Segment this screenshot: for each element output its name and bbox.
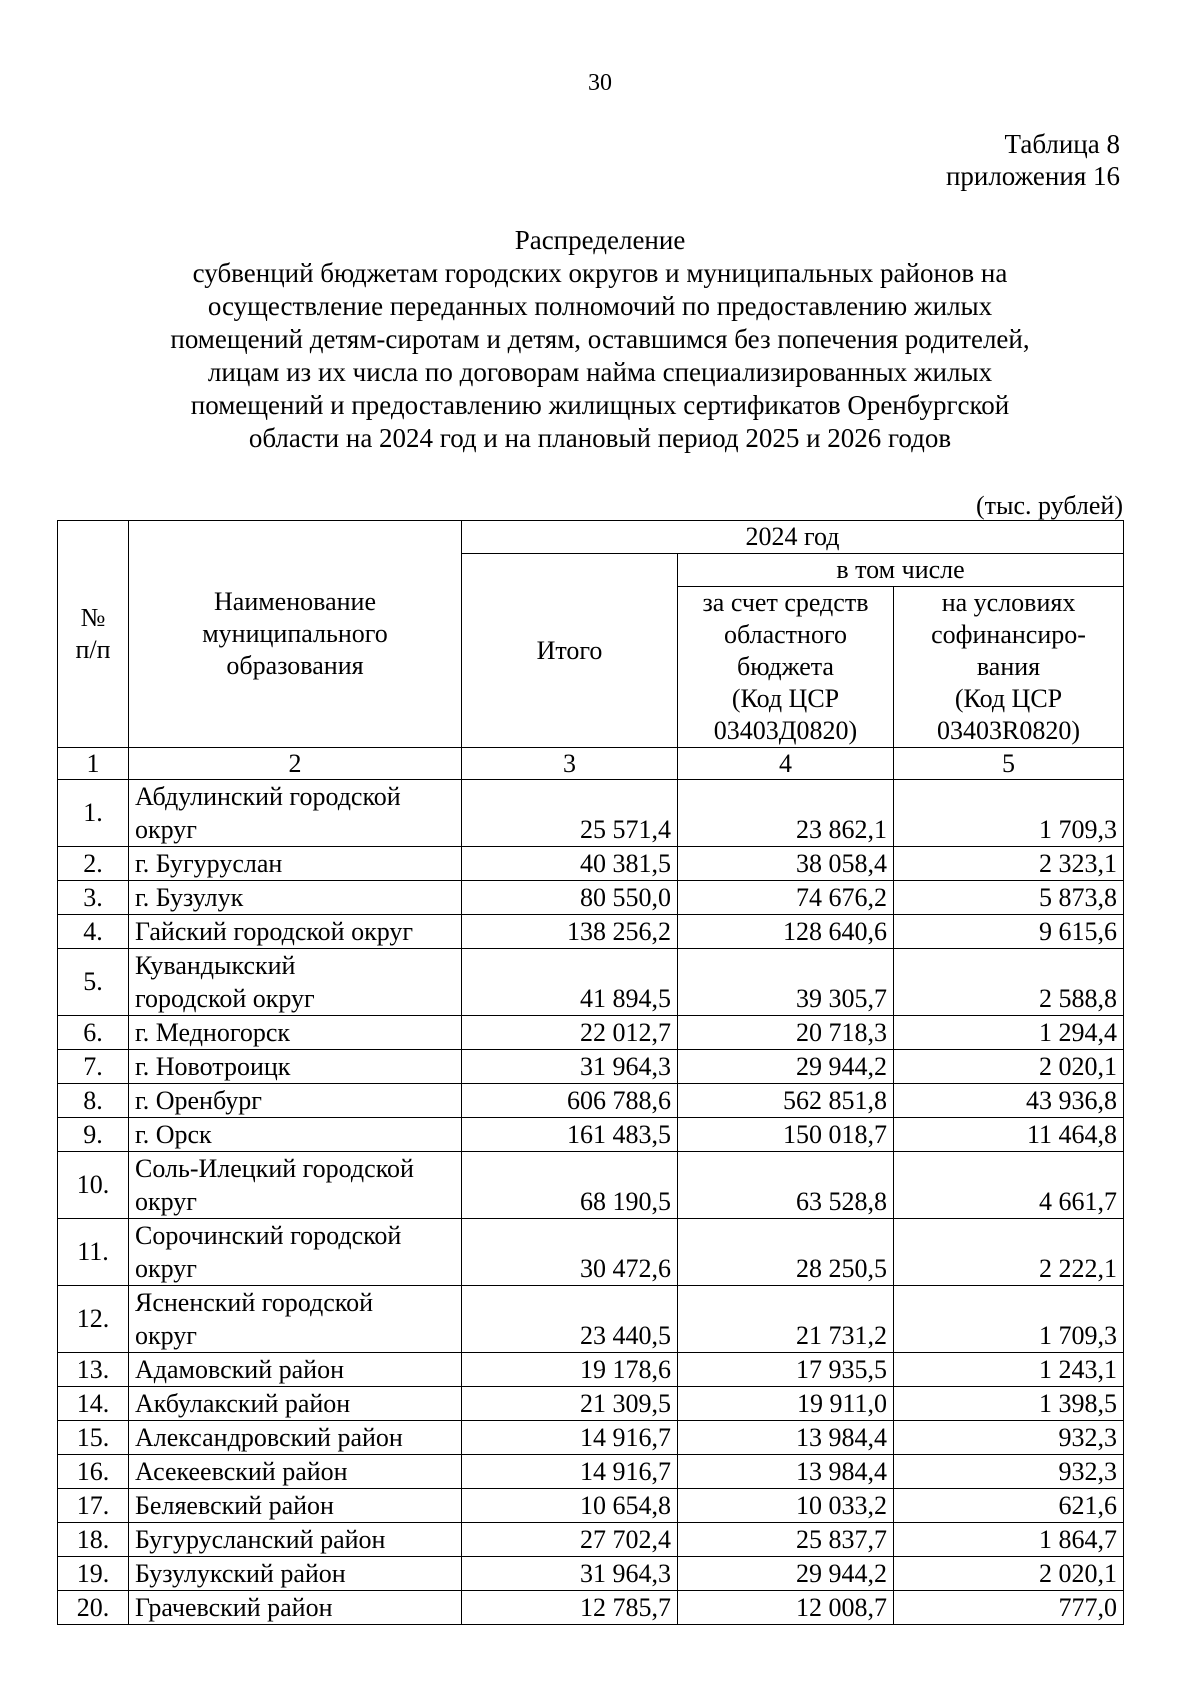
units-label: (тыс. рублей): [975, 491, 1123, 520]
cofinancing-value: 5 873,8: [894, 881, 1124, 915]
municipality-name: Александровский район: [129, 1421, 462, 1455]
total-value: 31 964,3: [462, 1050, 678, 1084]
municipality-name: Ясненский городской округ: [129, 1286, 462, 1353]
column-number: 5: [894, 748, 1124, 780]
municipality-name: г. Новотроицк: [129, 1050, 462, 1084]
total-value: 12 785,7: [462, 1591, 678, 1625]
regional-value: 150 018,7: [678, 1118, 894, 1152]
total-value: 27 702,4: [462, 1523, 678, 1557]
regional-value: 10 033,2: [678, 1489, 894, 1523]
municipality-name: Акбулакский район: [129, 1387, 462, 1421]
municipality-name: Адамовский район: [129, 1353, 462, 1387]
table-row: [58, 847, 1124, 881]
header-including: в том числе: [678, 554, 1124, 587]
title-heading: Распределение: [514, 225, 686, 255]
table-row: [58, 1557, 1124, 1591]
row-number: 3.: [58, 881, 129, 915]
municipality-name: Бузулукский район: [129, 1557, 462, 1591]
cofinancing-value: 621,6: [894, 1489, 1124, 1523]
regional-value: 23 862,1: [678, 780, 894, 847]
total-value: 138 256,2: [462, 915, 678, 949]
cofinancing-value: 4 661,7: [894, 1152, 1124, 1219]
table-row: [58, 1152, 1124, 1219]
total-value: 80 550,0: [462, 881, 678, 915]
cofinancing-value: 9 615,6: [894, 915, 1124, 949]
row-number: 6.: [58, 1016, 129, 1050]
cofinancing-value: 1 709,3: [894, 1286, 1124, 1353]
cofinancing-value: 43 936,8: [894, 1084, 1124, 1118]
municipality-name: Гайский городской округ: [129, 915, 462, 949]
regional-value: 128 640,6: [678, 915, 894, 949]
municipality-name: Абдулинский городской округ: [129, 780, 462, 847]
regional-value: 29 944,2: [678, 1557, 894, 1591]
title-line: области на 2024 год и на плановый период 2025 и 2026 годов: [248, 423, 952, 453]
row-number: 1.: [58, 780, 129, 847]
table-row: [58, 1016, 1124, 1050]
cofinancing-value: 2 020,1: [894, 1557, 1124, 1591]
cofinancing-value: 932,3: [894, 1421, 1124, 1455]
cofinancing-value: 1 864,7: [894, 1523, 1124, 1557]
column-number: 1: [58, 748, 129, 780]
table-row: [58, 1523, 1124, 1557]
cofinancing-value: 2 222,1: [894, 1219, 1124, 1286]
total-value: 14 916,7: [462, 1455, 678, 1489]
document-title: [150, 224, 1050, 455]
total-value: 40 381,5: [462, 847, 678, 881]
regional-value: 21 731,2: [678, 1286, 894, 1353]
subsidy-table: [57, 520, 1124, 1625]
regional-value: 63 528,8: [678, 1152, 894, 1219]
column-number: 3: [462, 748, 678, 780]
table-row: [58, 915, 1124, 949]
row-number: 8.: [58, 1084, 129, 1118]
regional-value: 29 944,2: [678, 1050, 894, 1084]
table-row: [58, 1353, 1124, 1387]
municipality-name: Асекеевский район: [129, 1455, 462, 1489]
cofinancing-value: 2 323,1: [894, 847, 1124, 881]
municipality-name: г. Бузулук: [129, 881, 462, 915]
total-value: 23 440,5: [462, 1286, 678, 1353]
regional-value: 17 935,5: [678, 1353, 894, 1387]
title-line: помещений и предоставлению жилищных сертификатов Оренбургской: [190, 390, 1010, 420]
row-number: 10.: [58, 1152, 129, 1219]
municipality-name: Соль-Илецкий городской округ: [129, 1152, 462, 1219]
total-value: 19 178,6: [462, 1353, 678, 1387]
header-regional-budget: за счет средств областного бюджета (Код ЦСР 03403Д0820): [678, 587, 894, 748]
header-municipality: Наименование муниципального образования: [129, 521, 462, 748]
total-value: 606 788,6: [462, 1084, 678, 1118]
table-row: [58, 1489, 1124, 1523]
title-line: помещений детям-сиротам и детям, оставшимся без попечения родителей,: [170, 324, 1030, 354]
table-row: [58, 1591, 1124, 1625]
total-value: 31 964,3: [462, 1557, 678, 1591]
table-row: [58, 949, 1124, 1016]
total-value: 21 309,5: [462, 1387, 678, 1421]
title-line: осуществление переданных полномочий по предоставлению жилых: [207, 291, 993, 321]
row-number: 2.: [58, 847, 129, 881]
column-number-row: [58, 748, 1124, 780]
regional-value: 12 008,7: [678, 1591, 894, 1625]
row-number: 4.: [58, 915, 129, 949]
table-row: [58, 1286, 1124, 1353]
total-value: 22 012,7: [462, 1016, 678, 1050]
table-row: [58, 1455, 1124, 1489]
title-line: субвенций бюджетам городских округов и муниципальных районов на: [192, 258, 1008, 288]
row-number: 19.: [58, 1557, 129, 1591]
row-number: 14.: [58, 1387, 129, 1421]
municipality-name: г. Орск: [129, 1118, 462, 1152]
caption-appendix: приложения 16: [945, 161, 1120, 191]
municipality-name: г. Бугуруслан: [129, 847, 462, 881]
row-number: 9.: [58, 1118, 129, 1152]
total-value: 25 571,4: [462, 780, 678, 847]
regional-value: 20 718,3: [678, 1016, 894, 1050]
regional-value: 74 676,2: [678, 881, 894, 915]
municipality-name: Кувандыкский городской округ: [129, 949, 462, 1016]
total-value: 14 916,7: [462, 1421, 678, 1455]
cofinancing-value: 777,0: [894, 1591, 1124, 1625]
cofinancing-value: 11 464,8: [894, 1118, 1124, 1152]
row-number: 5.: [58, 949, 129, 1016]
row-number: 13.: [58, 1353, 129, 1387]
municipality-name: Грачевский район: [129, 1591, 462, 1625]
regional-value: 13 984,4: [678, 1421, 894, 1455]
municipality-name: г. Оренбург: [129, 1084, 462, 1118]
column-number: 2: [129, 748, 462, 780]
total-value: 30 472,6: [462, 1219, 678, 1286]
cofinancing-value: 2 020,1: [894, 1050, 1124, 1084]
row-number: 18.: [58, 1523, 129, 1557]
table-row: [58, 1050, 1124, 1084]
row-number: 7.: [58, 1050, 129, 1084]
table-row: [58, 1387, 1124, 1421]
cofinancing-value: 1 294,4: [894, 1016, 1124, 1050]
regional-value: 562 851,8: [678, 1084, 894, 1118]
municipality-name: Сорочинский городской округ: [129, 1219, 462, 1286]
row-number: 11.: [58, 1219, 129, 1286]
table-row: [58, 1421, 1124, 1455]
header-total: Итого: [462, 554, 678, 748]
column-number: 4: [678, 748, 894, 780]
regional-value: 25 837,7: [678, 1523, 894, 1557]
row-number: 20.: [58, 1591, 129, 1625]
municipality-name: Бугурусланский район: [129, 1523, 462, 1557]
table-row: [58, 1118, 1124, 1152]
table-row: [58, 1084, 1124, 1118]
row-number: 17.: [58, 1489, 129, 1523]
cofinancing-value: 1 709,3: [894, 780, 1124, 847]
caption-table-number: Таблица 8: [1004, 129, 1120, 159]
regional-value: 38 058,4: [678, 847, 894, 881]
total-value: 68 190,5: [462, 1152, 678, 1219]
page-number: 30: [588, 70, 612, 96]
total-value: 161 483,5: [462, 1118, 678, 1152]
row-number: 12.: [58, 1286, 129, 1353]
table-row: [58, 881, 1124, 915]
header-number: № п/п: [58, 521, 129, 748]
regional-value: 13 984,4: [678, 1455, 894, 1489]
table-row: [58, 780, 1124, 847]
total-value: 41 894,5: [462, 949, 678, 1016]
header-cofinancing: на условиях софинансиро- вания (Код ЦСР 03403R0820): [894, 587, 1124, 748]
regional-value: 19 911,0: [678, 1387, 894, 1421]
table-row: [58, 1219, 1124, 1286]
total-value: 10 654,8: [462, 1489, 678, 1523]
header-year: 2024 год: [462, 521, 1124, 554]
regional-value: 39 305,7: [678, 949, 894, 1016]
row-number: 16.: [58, 1455, 129, 1489]
municipality-name: г. Медногорск: [129, 1016, 462, 1050]
municipality-name: Беляевский район: [129, 1489, 462, 1523]
cofinancing-value: 1 243,1: [894, 1353, 1124, 1387]
cofinancing-value: 1 398,5: [894, 1387, 1124, 1421]
table-caption: [946, 128, 1120, 192]
regional-value: 28 250,5: [678, 1219, 894, 1286]
title-line: лицам из их числа по договорам найма специализированных жилых: [207, 357, 993, 387]
cofinancing-value: 2 588,8: [894, 949, 1124, 1016]
row-number: 15.: [58, 1421, 129, 1455]
cofinancing-value: 932,3: [894, 1455, 1124, 1489]
